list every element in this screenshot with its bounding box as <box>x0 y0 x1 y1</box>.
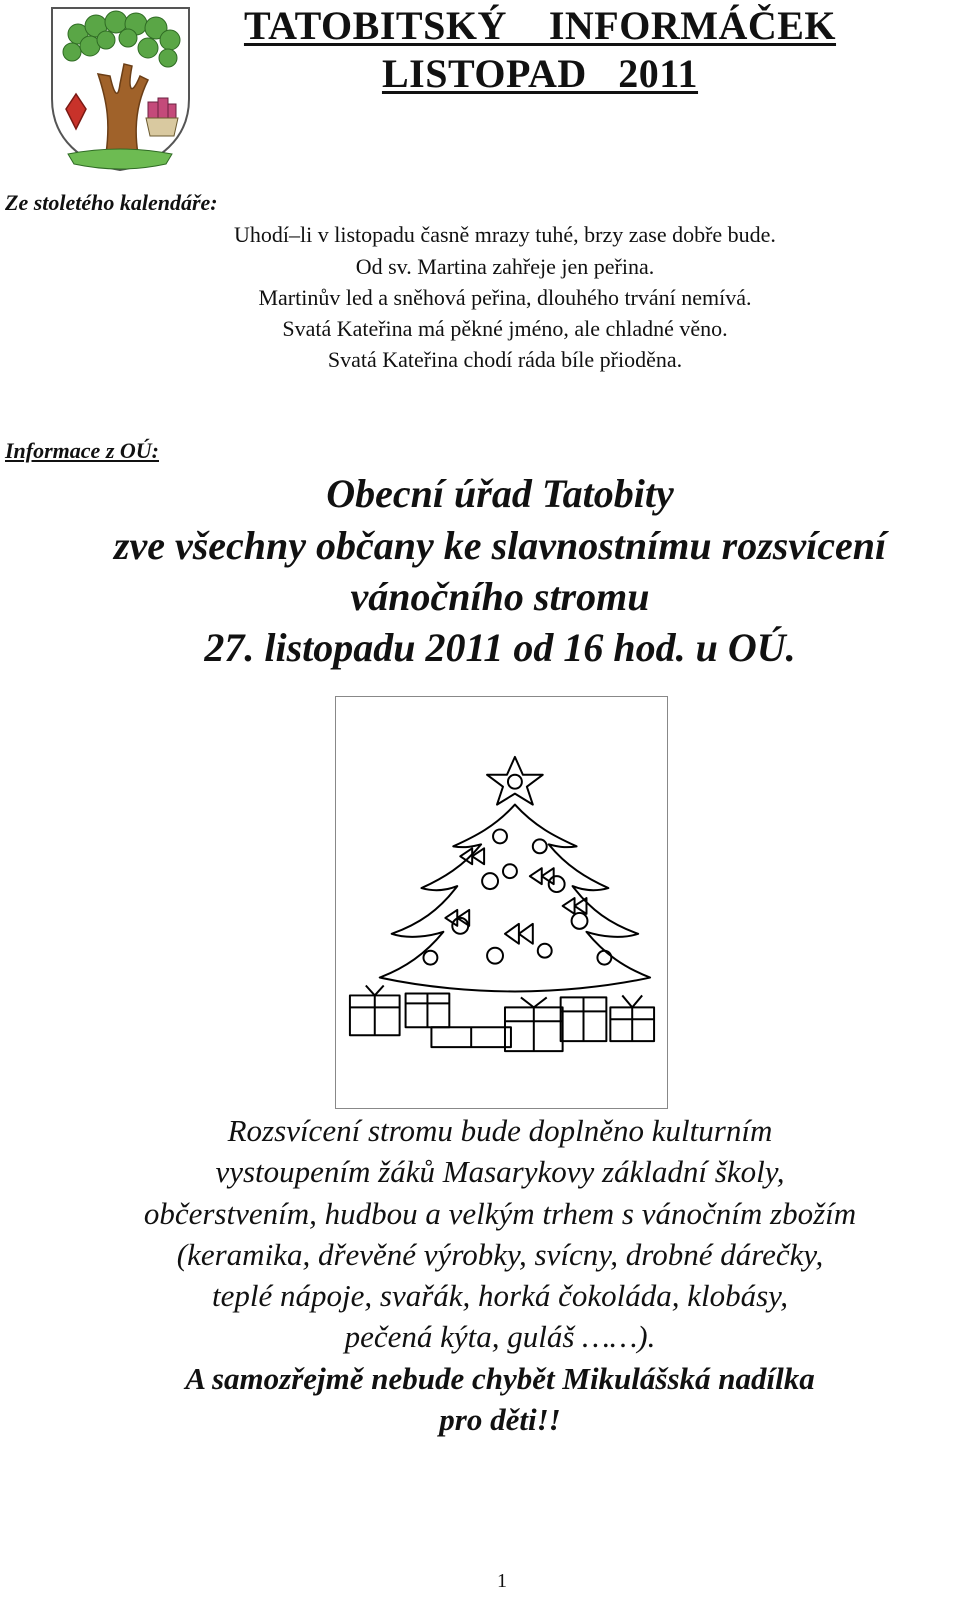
info-heading: Informace z OÚ: <box>5 438 159 463</box>
invitation-line: zve všechny občany ke slavnostnímu rozsvícení <box>113 523 887 568</box>
program-description-line: občerstvením, hudbou a velkým trhem s vánočním zbožím <box>143 1196 857 1231</box>
program-description-line: vystoupením žáků Masarykovy základní školy, <box>215 1154 785 1189</box>
invitation-line: vánočního stromu <box>350 574 650 619</box>
village-coat-of-arms <box>48 4 193 174</box>
program-description-line: pečená kýta, guláš ……). <box>344 1319 656 1354</box>
calendar-saying: Martinův led a sněhová peřina, dlouhého trvání nemívá. <box>258 285 752 310</box>
calendar-saying: Od sv. Martina zahřeje jen peřina. <box>355 254 655 279</box>
program-description-line: Rozsvícení stromu bude doplněno kulturním <box>227 1113 773 1148</box>
calendar-saying: Svatá Kateřina chodí ráda bíle přioděna. <box>327 347 683 372</box>
program-description-line: (keramika, dřevěné výrobky, svícny, drobné dárečky, <box>176 1237 824 1272</box>
program-description-line: teplé nápoje, svařák, horká čokoláda, klobásy, <box>212 1278 788 1313</box>
calendar-heading: Ze stoletého kalendáře: <box>5 190 218 215</box>
christmas-tree-illustration <box>335 696 668 1109</box>
newsletter-issue-date: LISTOPAD 2011 <box>381 51 699 96</box>
mikulas-announcement-line: pro děti!! <box>439 1402 561 1437</box>
calendar-saying: Uhodí–li v listopadu časně mrazy tuhé, brzy zase dobře bude. <box>234 222 776 247</box>
calendar-saying: Svatá Kateřina má pěkné jméno, ale chladné věno. <box>282 316 728 341</box>
mikulas-announcement-line: A samozřejmě nebude chybět Mikulášská nadílka <box>185 1361 815 1396</box>
page-number: 1 <box>497 1570 507 1592</box>
newsletter-title: TATOBITSKÝ INFORMÁČEK <box>243 3 837 48</box>
invitation-line: Obecní úřad Tatobity <box>326 471 674 516</box>
invitation-date-line: 27. listopadu 2011 od 16 hod. u OÚ. <box>204 625 796 670</box>
christmas-tree-icon <box>336 697 667 1108</box>
